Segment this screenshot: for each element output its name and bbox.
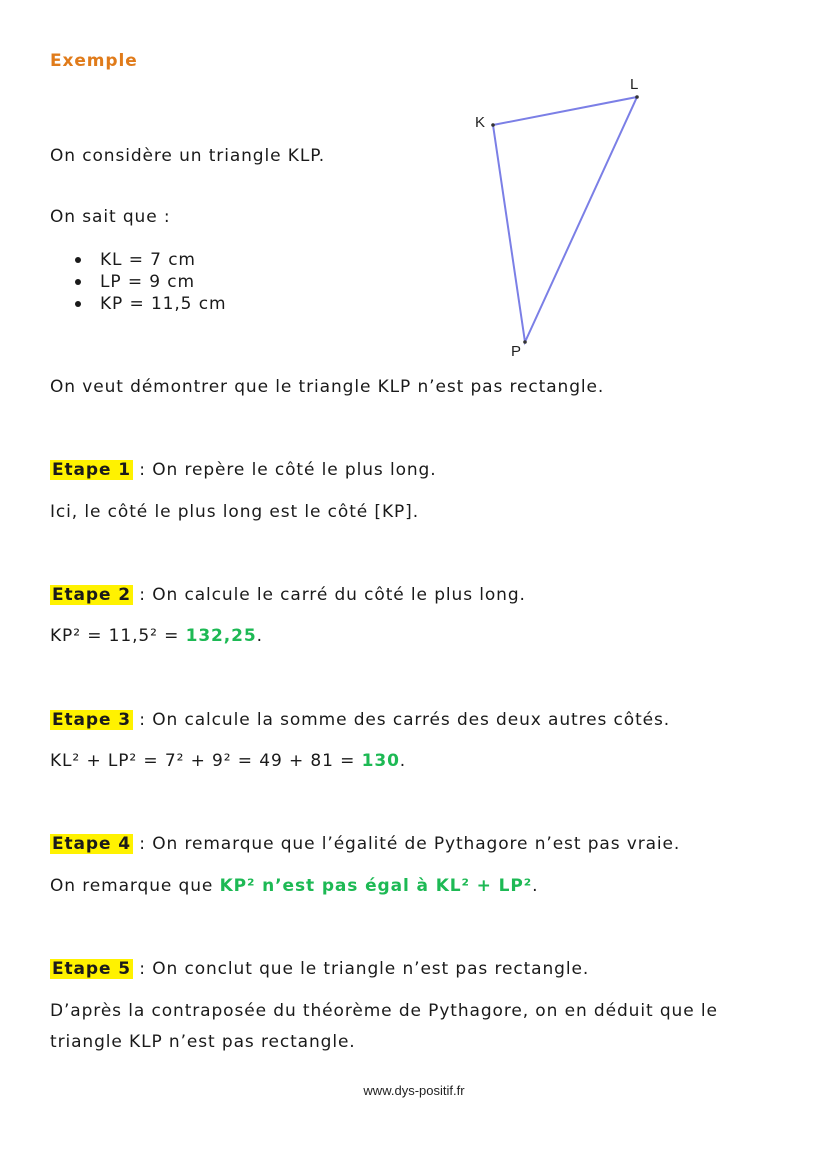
step-4-label: Etape 4 (52, 834, 131, 854)
vertex-k-point (491, 123, 495, 127)
step-1-detail: Ici, le côté le plus long est le côté [KP]. (50, 502, 419, 522)
known-intro-text: On sait que : (50, 207, 171, 227)
step-5-title: Etape 5 : On conclut que le triangle n’est pas rectangle. (52, 959, 590, 979)
step-3-title: Etape 3 : On calcule la somme des carrés des deux autres côtés. (52, 710, 671, 730)
bullet-icon (75, 301, 81, 307)
bullet-icon (75, 257, 81, 263)
measures-list (50, 249, 226, 315)
step-2-detail: KP² = 11,5² = 132,25. (50, 626, 263, 646)
step-4-detail: On remarque que KP² n’est pas égal à KL² + LP². (50, 876, 539, 896)
vertex-l-label: L (630, 76, 639, 93)
step-5-detail: D’après la contraposée du théorème de Pythagore, on en déduit que le triangle KLP n’est pas rectangle. (50, 1001, 718, 1052)
list-item: KP = 11,5 cm (50, 293, 226, 315)
vertex-p-point (523, 340, 527, 344)
step-1-title: Etape 1 : On repère le côté le plus long. (52, 460, 437, 480)
bullet-icon (75, 279, 81, 285)
step-2-title: Etape 2 : On calcule le carré du côté le plus long. (52, 585, 526, 605)
step-2-result: 132,25 (185, 626, 257, 646)
vertex-k-label: K (475, 114, 486, 131)
step-3-label: Etape 3 (52, 710, 131, 730)
list-item: LP = 9 cm (50, 271, 226, 293)
step-4-result: KP² n’est pas égal à KL² + LP² (219, 876, 533, 896)
list-item: KL = 7 cm (50, 249, 226, 271)
intro-text: On considère un triangle KLP. (50, 146, 326, 166)
step-2-label: Etape 2 (52, 585, 131, 605)
triangle-shape (493, 97, 637, 342)
vertex-p-label: P (511, 343, 522, 360)
goal-text: On veut démontrer que le triangle KLP n’est pas rectangle. (50, 377, 605, 397)
step-1-label: Etape 1 (52, 460, 131, 480)
step-3-result: 130 (361, 751, 400, 771)
step-3-detail: KL² + LP² = 7² + 9² = 49 + 81 = 130. (50, 751, 407, 771)
vertex-l-point (635, 95, 639, 99)
triangle-klp-figure (460, 70, 660, 370)
footer-url: www.dys-positif.fr (363, 1083, 465, 1098)
section-heading: Exemple (50, 51, 138, 71)
step-4-title: Etape 4 : On remarque que l’égalité de Pythagore n’est pas vraie. (52, 834, 681, 854)
step-5-label: Etape 5 (52, 959, 131, 979)
